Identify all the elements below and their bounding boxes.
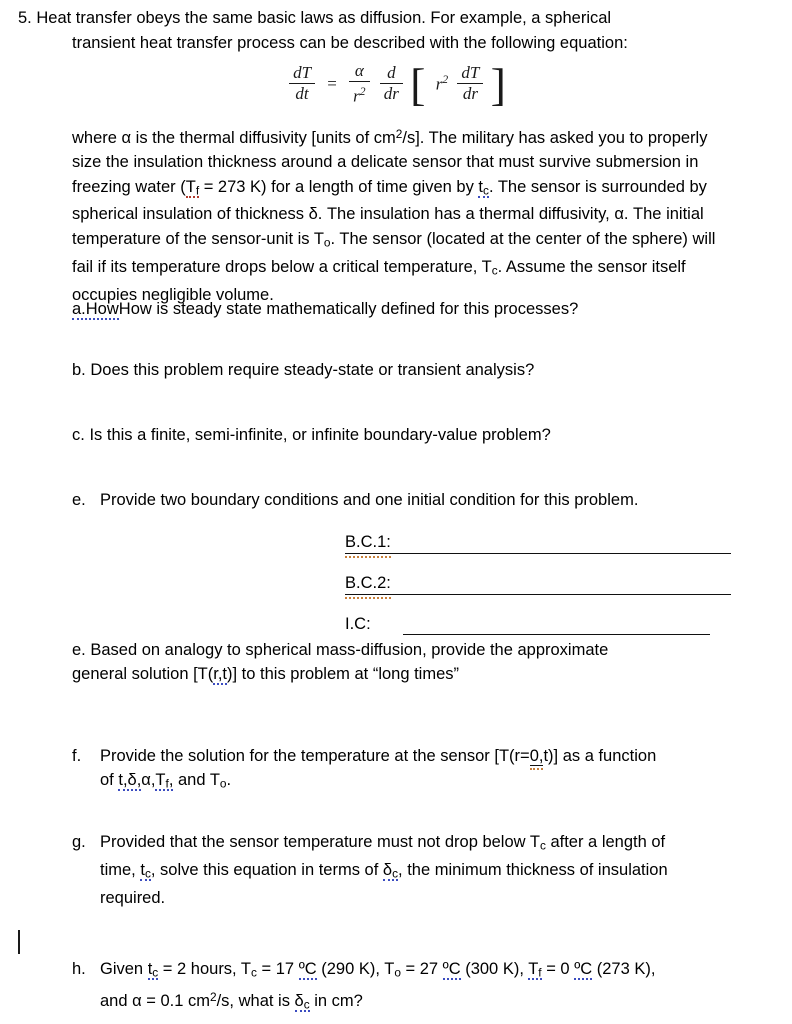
tcrit-subscript: c: [491, 263, 498, 278]
blank-bc1-row[interactable]: [345, 531, 731, 554]
r2-denominator: [349, 82, 369, 106]
desc-seg4: . The sensor is surrounded by spherical insulation of thickness δ. The insulation has a thermal diffusivity, α. The initial temperature of the sensor-unit is T: [72, 177, 707, 248]
desc-seg6: . Assume the sensor itself occupies negligible volume.: [72, 257, 686, 304]
to-sub-h: o: [394, 965, 401, 980]
item-b-marker: b.: [72, 361, 86, 379]
item-g-line2-mid: , solve this equation in terms of: [150, 860, 383, 879]
ic-answer-blank[interactable]: [403, 616, 710, 635]
ic-label: I.C:: [345, 615, 371, 633]
blank-bc2-row[interactable]: [345, 572, 731, 595]
tc-subscript: c: [483, 183, 489, 198]
r-exponent: 2: [359, 85, 366, 98]
item-b: [72, 358, 732, 382]
inner-dT-numerator: dT: [457, 64, 483, 84]
tf-variable: [186, 178, 199, 198]
item-h-seg-e: (300 K),: [460, 960, 529, 978]
equals-sign: =: [327, 73, 337, 93]
r-symbol: r: [353, 86, 360, 106]
question-intro-line2: transient heat transfer process can be described with the following equation:: [72, 33, 628, 52]
item-g-text: [72, 830, 752, 910]
item-e2-line2-post: )] to this problem at “long times”: [227, 665, 460, 684]
item-h-seg-g: (273 K),: [592, 960, 656, 978]
item-g-marker: g.: [72, 833, 86, 851]
item-g-line2-pre: time,: [100, 860, 141, 879]
tc-var-h-base: t: [147, 960, 153, 978]
equation-block: [0, 58, 792, 110]
dt-denominator: dt: [295, 84, 309, 104]
item-f-line2-pre: of: [100, 771, 119, 790]
deg-c-2: ºC: [442, 960, 461, 978]
item-h-seg-b: = 17: [256, 960, 299, 978]
item-f-line1-mid: t)] as a function: [543, 747, 657, 765]
item-h-line2-pre: and α = 0.1 cm: [100, 991, 210, 1010]
item-f-line1-pre: Provide the solution for the temperature at the sensor [T(r=: [100, 747, 530, 765]
item-g-line2-post: , the minimum thickness of insulation: [398, 860, 668, 879]
bc2-answer-blank[interactable]: [391, 576, 731, 595]
tf-var-f: [155, 771, 173, 791]
question-number: 5.: [18, 9, 32, 27]
dT-dt-fraction: [286, 64, 318, 103]
item-h-seg-f: = 0: [541, 960, 575, 978]
item-h-text: [72, 957, 762, 1017]
desc-seg2: /s]. The military has asked you to properly size the insulation thickness around a delicate sensor that must survive submersion in freezing water (: [72, 128, 708, 196]
dT-numerator: dT: [289, 64, 315, 84]
tc2-sub-h: c: [251, 965, 257, 980]
delta-c-sub-g: c: [392, 866, 399, 881]
item-c-marker: c.: [72, 426, 85, 444]
tc-variable: [478, 178, 489, 198]
item-e-marker: e.: [72, 491, 86, 509]
item-f-line2-end: .: [226, 771, 232, 790]
tf-var-f-comma: ,: [168, 771, 174, 790]
item-b-text: Does this problem require steady-state or transient analysis?: [90, 361, 535, 379]
item-h: [72, 957, 762, 1017]
alpha-var: α,: [141, 771, 156, 790]
item-h-line1-pre: Given: [100, 960, 148, 978]
item-f-line2-post: and T: [173, 771, 220, 790]
item-e2-marker: e.: [72, 641, 86, 659]
r-inner-symbol: r: [435, 74, 443, 94]
question-intro: [18, 6, 774, 55]
delta-c-sub-h: c: [303, 997, 310, 1012]
desc-seg5: . The sensor (located at the center of the sphere) will fail if its temperature drops below a critical temperature, T: [72, 229, 716, 276]
bc1-label: B.C.1:: [345, 531, 391, 554]
cm2-sup-h: 2: [209, 989, 217, 1004]
item-h-line2-post: in cm?: [309, 991, 363, 1010]
item-a: [72, 297, 732, 321]
to-sub-f: o: [219, 776, 227, 791]
tf-var-h-base: T: [528, 960, 539, 978]
to-subscript: o: [323, 235, 331, 250]
item-f: [72, 744, 744, 796]
alpha-numerator: α: [349, 62, 369, 82]
item-c: [72, 423, 732, 447]
inner-dr-denominator: dr: [462, 84, 478, 104]
item-h-seg-a: = 2 hours, T: [158, 960, 252, 978]
rt-variable: r,t: [213, 665, 228, 684]
tc-var-g-base: t: [140, 860, 145, 879]
bc2-label: B.C.2:: [345, 572, 391, 595]
tf-var-h: [528, 960, 541, 980]
item-h-seg-c: (290 K), T: [316, 960, 395, 978]
problem-description-paragraph: [72, 122, 740, 307]
item-h-marker: h.: [72, 960, 86, 978]
item-f-marker: f.: [72, 747, 82, 765]
tf-subscript: f: [195, 183, 200, 198]
blank-ic-row[interactable]: [345, 613, 710, 635]
item-e2-line1: Based on analogy to spherical mass-diffusion, provide the approximate: [90, 641, 609, 659]
tf-var-f-base: T: [155, 771, 166, 790]
item-a-marker-grammar: a.How: [72, 300, 119, 318]
tc-var-h-sub: c: [152, 965, 159, 980]
delta-c-base-h: δ: [294, 991, 304, 1010]
cm-exponent: 2: [395, 127, 403, 141]
tc-base: t: [478, 177, 484, 196]
tc-var-g-sub: c: [144, 866, 151, 881]
item-e-boundary-conditions: [72, 488, 742, 512]
bracket-close: ]: [490, 58, 506, 110]
r-inner-exponent: 2: [442, 73, 449, 86]
item-e-text: Provide two boundary conditions and one initial condition for this problem.: [100, 491, 639, 509]
delta-c-base-g: δ: [382, 860, 393, 879]
deg-c-3: ºC: [574, 960, 593, 978]
desc-seg3: = 273 K) for a length of time given by: [199, 177, 479, 196]
r-squared-term: [430, 73, 450, 95]
item-a-text: How is steady state mathematically defined for this processes?: [118, 300, 579, 318]
item-g-line3: required.: [100, 888, 166, 907]
deg-c-1: ºC: [298, 960, 317, 978]
tf-base: T: [185, 177, 196, 196]
item-c-text: Is this a finite, semi-infinite, or infinite boundary-value problem?: [89, 426, 551, 444]
t-delta-vars: t,δ,: [118, 771, 142, 790]
delta-c-var-h: [295, 992, 310, 1012]
heat-diffusion-equation: [286, 58, 506, 110]
item-g-line1-post: after a length of: [545, 833, 666, 851]
delta-c-var-g: [383, 861, 398, 881]
item-h-seg-d: = 27: [400, 960, 443, 978]
inner-dT-dr-fraction: [454, 64, 486, 103]
item-g: [72, 830, 752, 910]
bc1-answer-blank[interactable]: [391, 535, 731, 554]
d-dr-fraction: [377, 64, 406, 103]
alpha-r2-fraction: [346, 62, 372, 106]
tf-var-f-sub: f: [165, 776, 169, 791]
item-h-line2-mid: /s, what is: [216, 991, 295, 1010]
text-cursor-caret: [18, 930, 20, 954]
question-intro-line1: Heat transfer obeys the same basic laws as diffusion. For example, a spherical: [36, 9, 612, 27]
item-f-text: [72, 744, 744, 796]
dr-denominator: dr: [383, 84, 399, 104]
tc-var-g: [140, 861, 151, 881]
tc-sub-g: c: [539, 838, 546, 853]
tf-var-h-sub: f: [538, 965, 542, 980]
r-zero-value: 0,: [529, 747, 544, 765]
item-e-general-solution: [72, 638, 692, 687]
d-numerator: d: [380, 64, 403, 84]
bracket-open: [: [410, 58, 426, 110]
item-g-line1-pre: Provided that the sensor temperature must not drop below T: [100, 833, 540, 851]
item-e2-line2-pre: general solution [T(: [72, 665, 214, 684]
desc-seg1: where α is the thermal diffusivity [units of cm: [72, 128, 396, 147]
tc-var-h: [148, 960, 159, 980]
